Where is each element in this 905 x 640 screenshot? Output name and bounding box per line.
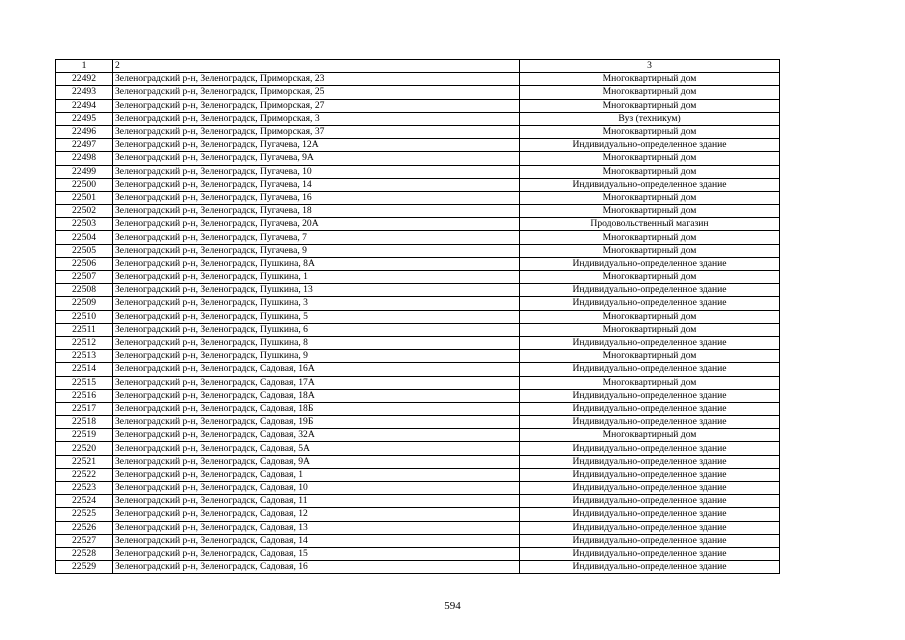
building-type-cell: Индивидуально-определенное здание [520, 521, 780, 534]
row-number-cell: 22505 [56, 244, 113, 257]
address-cell: Зеленоградский р-н, Зеленоградск, Пугачева, 12А [113, 139, 520, 152]
address-cell: Зеленоградский р-н, Зеленоградск, Садовая, 12 [113, 508, 520, 521]
row-number-cell: 22513 [56, 350, 113, 363]
row-number-cell: 22521 [56, 455, 113, 468]
row-number-cell: 22514 [56, 363, 113, 376]
table-row [56, 297, 780, 310]
building-type-cell: Индивидуально-определенное здание [520, 139, 780, 152]
address-cell: Зеленоградский р-н, Зеленоградск, Пушкина, 13 [113, 284, 520, 297]
table-row [56, 310, 780, 323]
building-type-cell: Многоквартирный дом [520, 271, 780, 284]
address-cell: Зеленоградский р-н, Зеленоградск, Садовая, 18Б [113, 402, 520, 415]
row-number-cell: 22518 [56, 416, 113, 429]
building-type-cell: Индивидуально-определенное здание [520, 257, 780, 270]
row-number-cell: 22493 [56, 86, 113, 99]
table-row [56, 442, 780, 455]
table-row [56, 402, 780, 415]
building-type-cell: Многоквартирный дом [520, 429, 780, 442]
building-type-cell: Индивидуально-определенное здание [520, 284, 780, 297]
column-header-address: 2 [113, 60, 520, 73]
table-row [56, 112, 780, 125]
address-cell: Зеленоградский р-н, Зеленоградск, Приморская, 25 [113, 86, 520, 99]
table-row [56, 336, 780, 349]
row-number-cell: 22517 [56, 402, 113, 415]
address-cell: Зеленоградский р-н, Зеленоградск, Садовая, 18А [113, 389, 520, 402]
row-number-cell: 22507 [56, 271, 113, 284]
table-row [56, 165, 780, 178]
table-row [56, 363, 780, 376]
building-type-cell: Продовольственный магазин [520, 218, 780, 231]
table-row [56, 429, 780, 442]
building-type-cell: Индивидуально-определенное здание [520, 534, 780, 547]
building-type-cell: Индивидуально-определенное здание [520, 455, 780, 468]
column-header-number: 1 [56, 60, 113, 73]
building-type-cell: Многоквартирный дом [520, 152, 780, 165]
building-type-cell: Многоквартирный дом [520, 310, 780, 323]
row-number-cell: 22522 [56, 468, 113, 481]
address-cell: Зеленоградский р-н, Зеленоградск, Пугачева, 18 [113, 205, 520, 218]
address-cell: Зеленоградский р-н, Зеленоградск, Пушкина, 8 [113, 336, 520, 349]
address-cell: Зеленоградский р-н, Зеленоградск, Садовая, 10 [113, 482, 520, 495]
building-type-cell: Индивидуально-определенное здание [520, 547, 780, 560]
building-type-cell: Индивидуально-определенное здание [520, 561, 780, 574]
building-type-cell: Индивидуально-определенное здание [520, 389, 780, 402]
row-number-cell: 22524 [56, 495, 113, 508]
row-number-cell: 22529 [56, 561, 113, 574]
row-number-cell: 22511 [56, 323, 113, 336]
address-cell: Зеленоградский р-н, Зеленоградск, Садовая, 1 [113, 468, 520, 481]
building-type-cell: Индивидуально-определенное здание [520, 482, 780, 495]
building-type-cell: Вуз (техникум) [520, 112, 780, 125]
table-row [56, 99, 780, 112]
building-type-cell: Многоквартирный дом [520, 125, 780, 138]
table-row [56, 482, 780, 495]
row-number-cell: 22500 [56, 178, 113, 191]
building-type-cell: Многоквартирный дом [520, 376, 780, 389]
row-number-cell: 22497 [56, 139, 113, 152]
building-type-cell: Многоквартирный дом [520, 191, 780, 204]
address-cell: Зеленоградский р-н, Зеленоградск, Пугачева, 9А [113, 152, 520, 165]
address-cell: Зеленоградский р-н, Зеленоградск, Садовая, 13 [113, 521, 520, 534]
row-number-cell: 22512 [56, 336, 113, 349]
row-number-cell: 22510 [56, 310, 113, 323]
row-number-cell: 22499 [56, 165, 113, 178]
row-number-cell: 22515 [56, 376, 113, 389]
table-row [56, 271, 780, 284]
table-row [56, 86, 780, 99]
building-type-cell: Многоквартирный дом [520, 350, 780, 363]
address-cell: Зеленоградский р-н, Зеленоградск, Пушкина, 6 [113, 323, 520, 336]
table-row [56, 350, 780, 363]
address-cell: Зеленоградский р-н, Зеленоградск, Пушкина, 9 [113, 350, 520, 363]
building-type-cell: Многоквартирный дом [520, 99, 780, 112]
address-cell: Зеленоградский р-н, Зеленоградск, Пушкина, 3 [113, 297, 520, 310]
address-cell: Зеленоградский р-н, Зеленоградск, Приморская, 27 [113, 99, 520, 112]
address-cell: Зеленоградский р-н, Зеленоградск, Приморская, 23 [113, 73, 520, 86]
table-row [56, 231, 780, 244]
row-number-cell: 22508 [56, 284, 113, 297]
table-header-row [56, 60, 780, 73]
building-type-cell: Индивидуально-определенное здание [520, 402, 780, 415]
address-cell: Зеленоградский р-н, Зеленоградск, Приморская, 37 [113, 125, 520, 138]
row-number-cell: 22527 [56, 534, 113, 547]
building-type-cell: Индивидуально-определенное здание [520, 363, 780, 376]
row-number-cell: 22494 [56, 99, 113, 112]
building-type-cell: Индивидуально-определенное здание [520, 336, 780, 349]
building-type-cell: Индивидуально-определенное здание [520, 297, 780, 310]
table-row [56, 191, 780, 204]
table-row [56, 389, 780, 402]
address-cell: Зеленоградский р-н, Зеленоградск, Садовая, 19Б [113, 416, 520, 429]
address-cell: Зеленоградский р-н, Зеленоградск, Пушкина, 1 [113, 271, 520, 284]
address-cell: Зеленоградский р-н, Зеленоградск, Пушкина, 8А [113, 257, 520, 270]
address-cell: Зеленоградский р-н, Зеленоградск, Садовая, 17А [113, 376, 520, 389]
building-type-cell: Индивидуально-определенное здание [520, 508, 780, 521]
page-number: 594 [444, 600, 461, 612]
row-number-cell: 22496 [56, 125, 113, 138]
table-row [56, 376, 780, 389]
row-number-cell: 22495 [56, 112, 113, 125]
table-row [56, 178, 780, 191]
address-cell: Зеленоградский р-н, Зеленоградск, Пугачева, 7 [113, 231, 520, 244]
address-cell: Зеленоградский р-н, Зеленоградск, Пугачева, 20А [113, 218, 520, 231]
row-number-cell: 22528 [56, 547, 113, 560]
address-cell: Зеленоградский р-н, Зеленоградск, Садовая, 16А [113, 363, 520, 376]
address-cell: Зеленоградский р-н, Зеленоградск, Садовая, 15 [113, 547, 520, 560]
address-cell: Зеленоградский р-н, Зеленоградск, Садовая, 11 [113, 495, 520, 508]
row-number-cell: 22492 [56, 73, 113, 86]
table-row [56, 139, 780, 152]
row-number-cell: 22501 [56, 191, 113, 204]
table-row [56, 125, 780, 138]
building-type-cell: Индивидуально-определенное здание [520, 178, 780, 191]
address-cell: Зеленоградский р-н, Зеленоградск, Садовая, 14 [113, 534, 520, 547]
address-cell: Зеленоградский р-н, Зеленоградск, Садовая, 16 [113, 561, 520, 574]
row-number-cell: 22498 [56, 152, 113, 165]
row-number-cell: 22525 [56, 508, 113, 521]
row-number-cell: 22523 [56, 482, 113, 495]
building-type-cell: Индивидуально-определенное здание [520, 468, 780, 481]
building-type-cell: Многоквартирный дом [520, 165, 780, 178]
table-row [56, 468, 780, 481]
row-number-cell: 22516 [56, 389, 113, 402]
address-cell: Зеленоградский р-н, Зеленоградск, Пугачева, 10 [113, 165, 520, 178]
address-cell: Зеленоградский р-н, Зеленоградск, Приморская, 3 [113, 112, 520, 125]
table-row [56, 416, 780, 429]
row-number-cell: 22520 [56, 442, 113, 455]
table-row [56, 218, 780, 231]
building-type-cell: Многоквартирный дом [520, 323, 780, 336]
address-cell: Зеленоградский р-н, Зеленоградск, Пугачева, 16 [113, 191, 520, 204]
row-number-cell: 22519 [56, 429, 113, 442]
row-number-cell: 22503 [56, 218, 113, 231]
table-row [56, 284, 780, 297]
row-number-cell: 22502 [56, 205, 113, 218]
table-row [56, 561, 780, 574]
building-type-cell: Многоквартирный дом [520, 231, 780, 244]
table-row [56, 495, 780, 508]
building-type-cell: Многоквартирный дом [520, 205, 780, 218]
building-type-cell: Многоквартирный дом [520, 86, 780, 99]
address-cell: Зеленоградский р-н, Зеленоградск, Садовая, 5А [113, 442, 520, 455]
address-cell: Зеленоградский р-н, Зеленоградск, Садовая, 9А [113, 455, 520, 468]
address-cell: Зеленоградский р-н, Зеленоградск, Садовая, 32А [113, 429, 520, 442]
row-number-cell: 22504 [56, 231, 113, 244]
table-row [56, 152, 780, 165]
table-row [56, 73, 780, 86]
building-type-cell: Многоквартирный дом [520, 244, 780, 257]
row-number-cell: 22526 [56, 521, 113, 534]
registry-table [55, 59, 780, 574]
address-cell: Зеленоградский р-н, Зеленоградск, Пугачева, 9 [113, 244, 520, 257]
table-row [56, 323, 780, 336]
column-header-type: 3 [520, 60, 780, 73]
table-row [56, 244, 780, 257]
address-cell: Зеленоградский р-н, Зеленоградск, Пугачева, 14 [113, 178, 520, 191]
building-type-cell: Индивидуально-определенное здание [520, 495, 780, 508]
table-row [56, 534, 780, 547]
building-type-cell: Индивидуально-определенное здание [520, 442, 780, 455]
table-row [56, 508, 780, 521]
row-number-cell: 22509 [56, 297, 113, 310]
table-row [56, 257, 780, 270]
row-number-cell: 22506 [56, 257, 113, 270]
building-type-cell: Индивидуально-определенное здание [520, 416, 780, 429]
address-cell: Зеленоградский р-н, Зеленоградск, Пушкина, 5 [113, 310, 520, 323]
table-row [56, 547, 780, 560]
table-row [56, 521, 780, 534]
table-row [56, 455, 780, 468]
building-type-cell: Многоквартирный дом [520, 73, 780, 86]
table-row [56, 205, 780, 218]
